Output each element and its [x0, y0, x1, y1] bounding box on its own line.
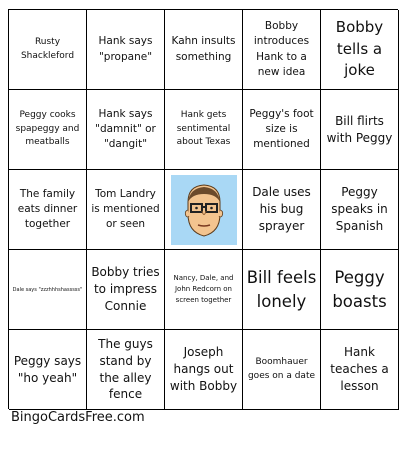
bingo-cell[interactable]	[243, 10, 321, 90]
bingo-cell[interactable]	[9, 250, 87, 330]
bingo-cell-text: The guys stand by the alley fence	[98, 336, 153, 402]
bingo-cell-text: Rusty Shackleford	[20, 36, 75, 61]
bingo-cell[interactable]	[321, 250, 399, 330]
bingo-cell-text: The family eats dinner together	[17, 187, 78, 231]
bingo-board	[8, 9, 398, 409]
bingo-cell[interactable]	[165, 10, 243, 90]
bingo-cell-text: Hank says "damnit" or "dangit"	[95, 107, 156, 151]
bingo-cell-text: Hank teaches a lesson	[330, 345, 389, 393]
bingo-cell[interactable]	[9, 90, 87, 170]
bingo-cell-text: Bill flirts with Peggy	[326, 113, 393, 145]
bingo-cell-text: Bobby tries to impress Connie	[91, 265, 160, 313]
bingo-cell-text: Peggy cooks spapeggy and meatballs	[15, 109, 80, 148]
bingo-cell[interactable]	[165, 330, 243, 410]
hank-hill-face-icon	[171, 175, 237, 245]
bingo-cell[interactable]	[243, 330, 321, 410]
bingo-cell[interactable]	[243, 90, 321, 170]
bingo-cell-free-space[interactable]	[165, 170, 243, 250]
bingo-cell-text: Peggy's foot size is mentioned	[249, 107, 314, 151]
bingo-cell-text: Tom Landry is mentioned or seen	[91, 187, 160, 231]
bingo-cell-text: Dale says "zzzhhhshasssss"	[12, 286, 83, 293]
bingo-cell[interactable]	[165, 250, 243, 330]
bingo-cell-text: Boomhauer goes on a date	[247, 356, 316, 381]
bingo-cell[interactable]	[87, 10, 165, 90]
bingo-cell[interactable]	[321, 10, 399, 90]
bingo-cell[interactable]	[321, 330, 399, 410]
bingo-cell[interactable]	[321, 170, 399, 250]
bingo-cell-text: Bobby introduces Hank to a new idea	[253, 20, 310, 78]
bingo-cell[interactable]	[87, 170, 165, 250]
bingo-cell-text: Hank gets sentimental about Texas	[176, 109, 231, 148]
bingo-cell[interactable]	[87, 330, 165, 410]
bingo-cell[interactable]	[9, 10, 87, 90]
bingo-cell[interactable]	[243, 250, 321, 330]
footer-brand[interactable]: BingoCardsFree.com	[11, 410, 145, 425]
bingo-cell-text: Bobby tells a joke	[335, 17, 384, 80]
bingo-cell-text: Dale uses his bug sprayer	[252, 185, 311, 233]
bingo-cell-text: Peggy says "ho yeah"	[13, 353, 82, 385]
bingo-cell[interactable]	[9, 330, 87, 410]
bingo-cell[interactable]	[243, 170, 321, 250]
bingo-cell[interactable]	[87, 90, 165, 170]
bingo-cell-text: Peggy boasts	[332, 268, 387, 311]
bingo-cell[interactable]	[9, 170, 87, 250]
bingo-cell-text: Nancy, Dale, and John Redcorn on screen together	[173, 273, 234, 305]
bingo-cell-text: Peggy speaks in Spanish	[331, 185, 388, 233]
bingo-cell-text: Joseph hangs out with Bobby	[169, 345, 238, 393]
bingo-cell-text: Bill feels lonely	[246, 268, 317, 311]
bingo-cell[interactable]	[165, 90, 243, 170]
bingo-cell[interactable]	[321, 90, 399, 170]
bingo-cell-text: Kahn insults something	[171, 35, 236, 63]
bingo-cell[interactable]	[87, 250, 165, 330]
bingo-cell-text: Hank says "propane"	[98, 35, 153, 63]
